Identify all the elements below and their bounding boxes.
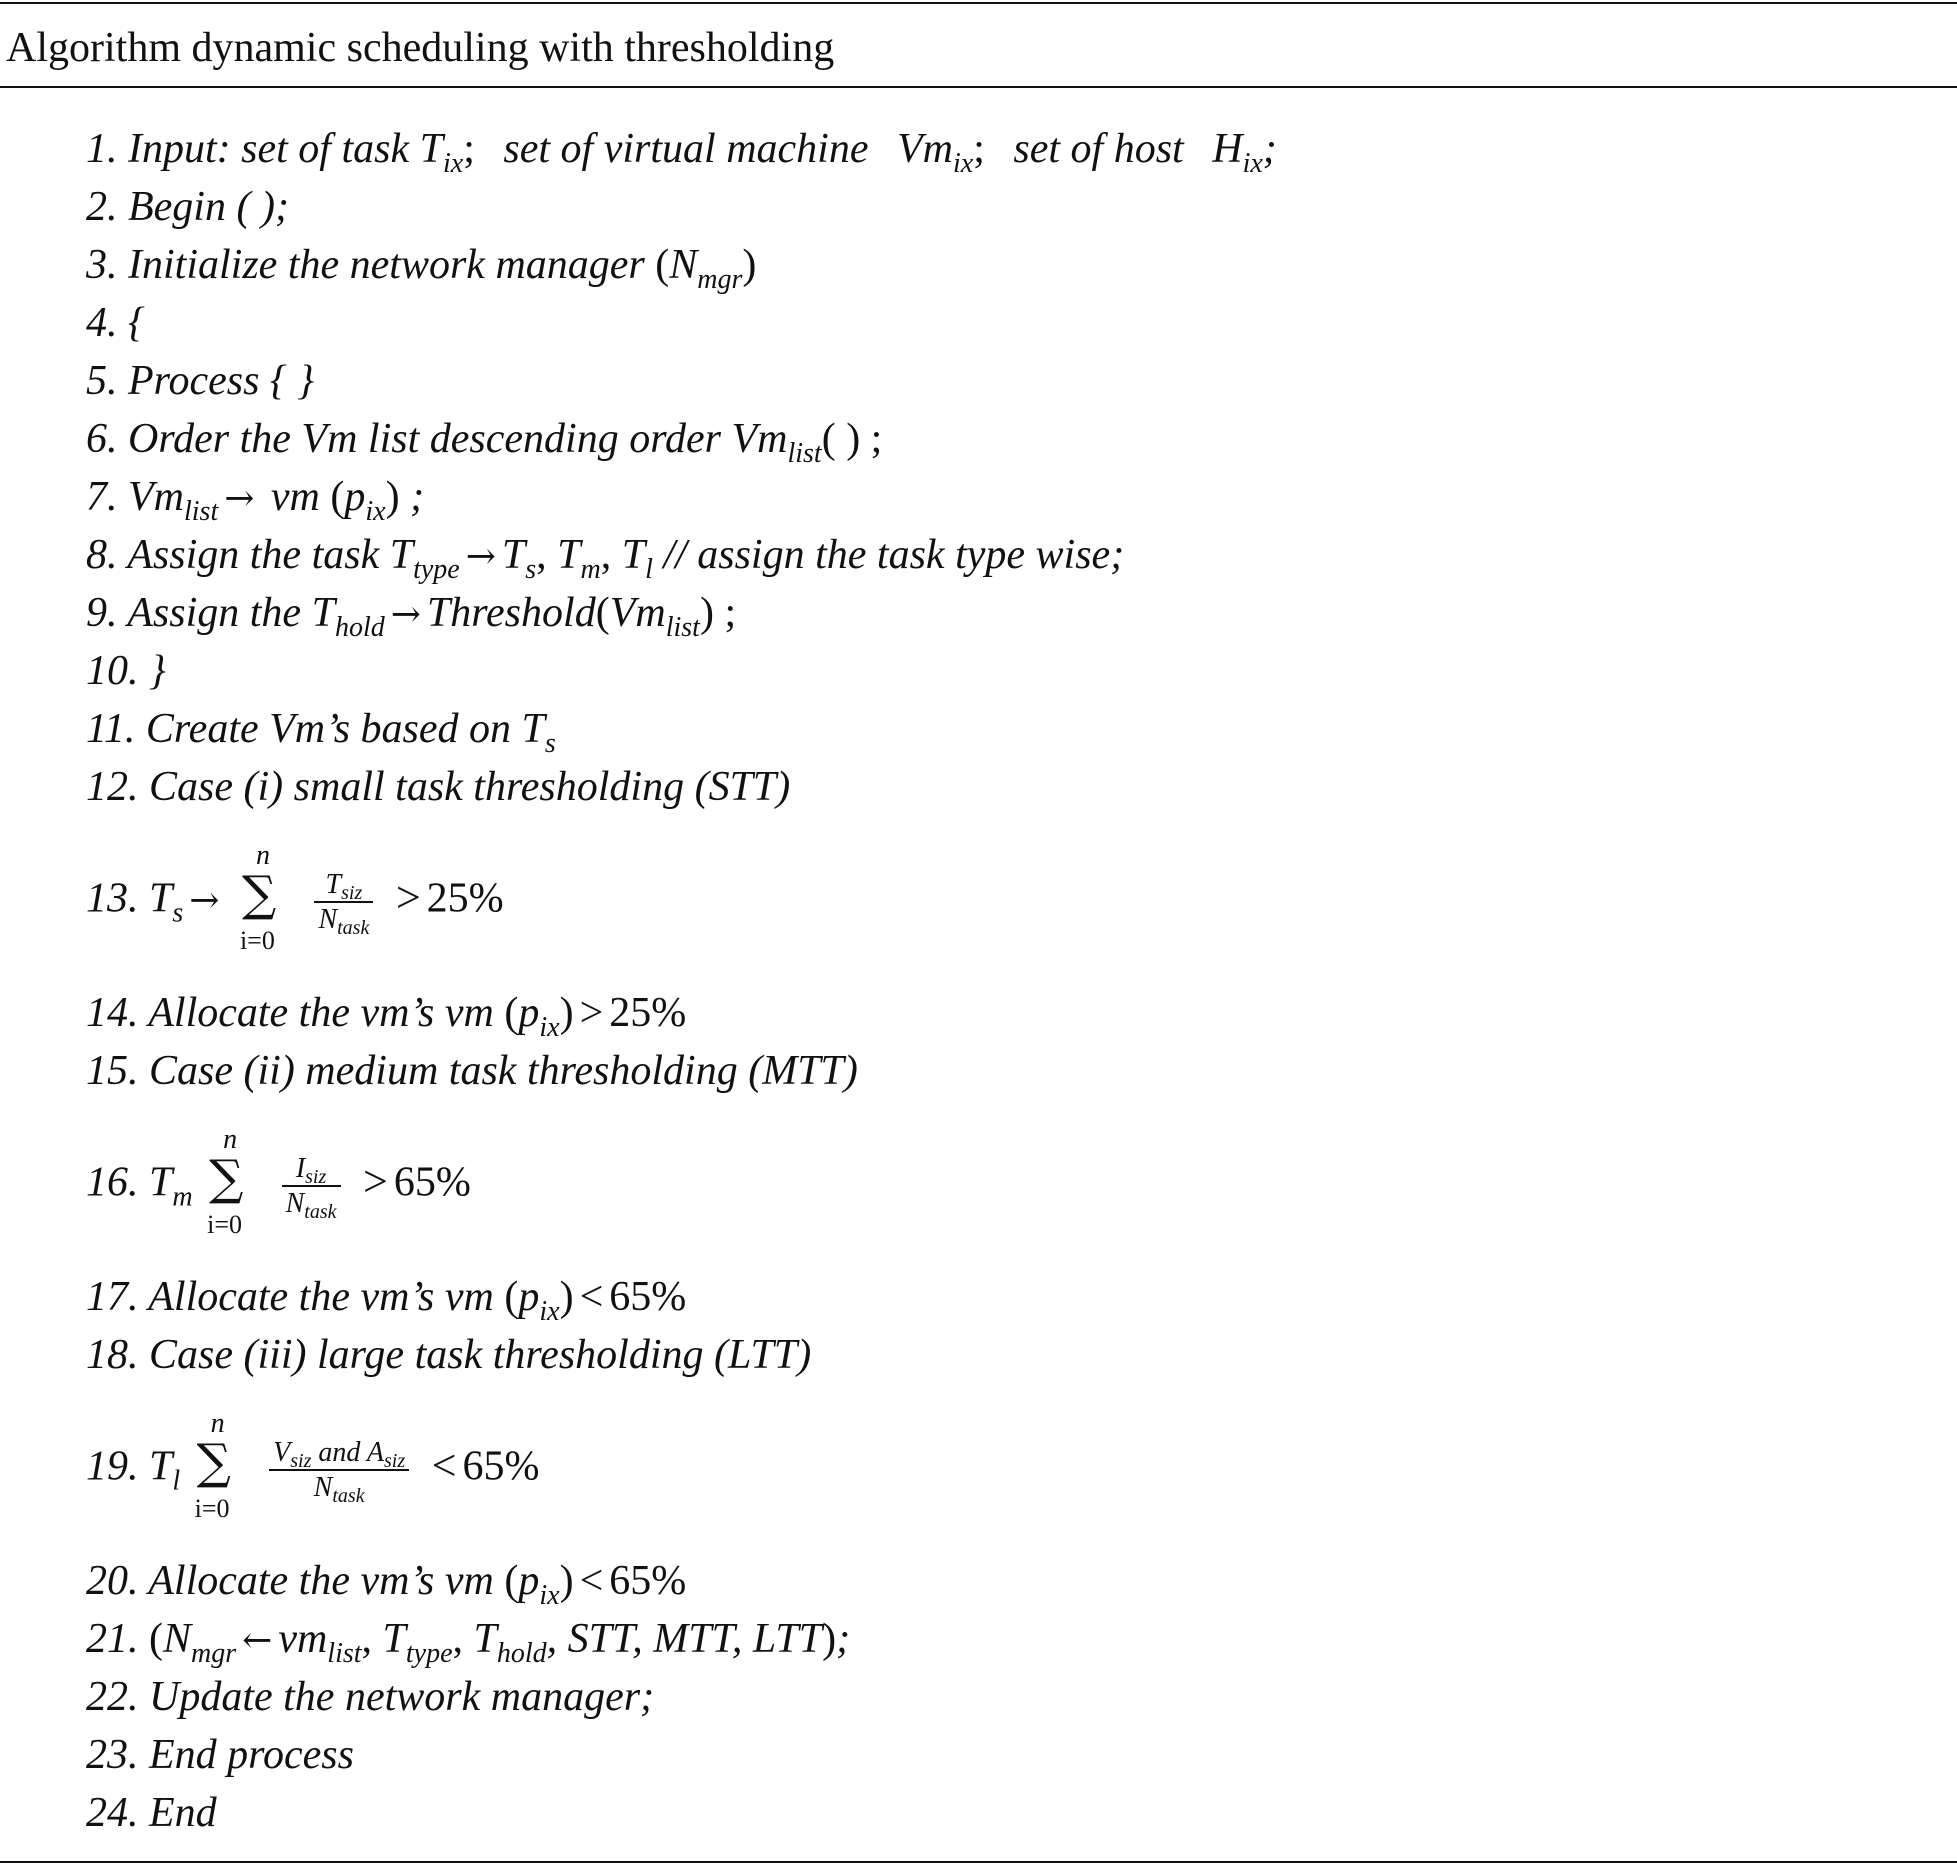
algo-line-17: [86, 1274, 687, 1327]
text-segment: 13.: [86, 875, 149, 922]
subscript: l: [645, 554, 653, 585]
numerator: [282, 1154, 341, 1187]
text-segment: 8. Assign the task: [86, 532, 390, 578]
paren: (: [595, 590, 610, 636]
paren: (: [655, 242, 670, 288]
threshold-value: 65%: [609, 1558, 687, 1604]
subscript: list: [787, 438, 822, 469]
math-symbol: H: [1212, 126, 1243, 172]
math-symbol: T: [149, 875, 173, 922]
sigma-icon: ∑: [209, 1150, 244, 1206]
sum-lower-limit: i=0: [194, 1494, 230, 1523]
punctuation: ;: [836, 1616, 851, 1662]
text-segment: 19.: [86, 1443, 149, 1490]
algo-line-9: [86, 590, 737, 643]
math-symbol: p: [518, 1558, 540, 1604]
math-symbol: T: [149, 1159, 173, 1206]
comment-text: // assign the task type wise;: [652, 532, 1125, 578]
punctuation: ;: [463, 126, 475, 172]
punctuation: ,: [452, 1616, 474, 1662]
paren: ): [742, 242, 757, 288]
subscript: ix: [1242, 148, 1263, 179]
paren: ): [385, 474, 400, 520]
text-segment: ( ) ;: [821, 416, 883, 462]
math-symbol: T: [521, 706, 545, 752]
math-symbol: T: [149, 1443, 173, 1490]
math-symbol: T: [389, 532, 414, 578]
algo-line-13: [86, 842, 504, 962]
subscript: hold: [496, 1638, 547, 1669]
punctuation: ,: [536, 532, 558, 578]
comparison-operator: <: [579, 1274, 604, 1320]
sum-upper-limit: n: [255, 840, 270, 871]
text-segment: set of host: [1013, 126, 1184, 172]
subscript: ix: [539, 1580, 560, 1611]
numerator: [269, 1438, 409, 1471]
math-symbol: T: [311, 590, 335, 636]
subscript: mgr: [697, 264, 743, 295]
subscript: list: [327, 1638, 362, 1669]
math-symbol: Vm: [609, 590, 666, 636]
math-symbol: p: [518, 990, 540, 1036]
subscript: siz: [341, 881, 363, 904]
subscript: siz: [383, 1449, 406, 1472]
algo-line-18: 18. Case (iii) large task thresholding (LTT): [86, 1332, 812, 1378]
math-symbol: N: [163, 1616, 192, 1662]
punctuation: ;: [713, 590, 737, 636]
algo-line-20: [86, 1558, 687, 1611]
text-segment: 21.: [86, 1616, 149, 1662]
text-segment: set of virtual machine: [503, 126, 869, 172]
math-symbol: vm: [278, 1616, 328, 1662]
numerator: [314, 870, 373, 903]
sum-upper-limit: n: [210, 1408, 225, 1439]
paren: (: [504, 1558, 519, 1604]
text-segment: 11. Create Vm’s based on: [86, 706, 522, 752]
arrow-icon: →: [465, 536, 496, 577]
punctuation: ;: [399, 474, 425, 520]
subscript: s: [525, 554, 537, 585]
algo-line-21: [86, 1616, 851, 1669]
subscript: hold: [334, 612, 385, 643]
subscript: list: [665, 612, 700, 643]
punctuation: ;: [973, 126, 985, 172]
comparison-operator: <: [431, 1440, 457, 1490]
math-symbol: p: [518, 1274, 540, 1320]
line-number: 1.: [86, 126, 118, 172]
paren: ): [559, 1274, 574, 1320]
subscript: siz: [290, 1449, 312, 1472]
subscript: ix: [539, 1296, 560, 1327]
fraction: [282, 1152, 341, 1223]
arrow-icon: ←: [242, 1620, 273, 1661]
algo-line-23: 23. End process: [86, 1732, 354, 1778]
algorithm-title: Algorithm dynamic scheduling with thresholding: [6, 25, 835, 71]
algo-line-1: [86, 126, 1277, 179]
arrow-icon: →: [189, 879, 220, 921]
algo-line-8: [86, 532, 1125, 585]
paren: ): [559, 990, 574, 1036]
math-symbol: N: [313, 1472, 333, 1503]
algo-line-7: [86, 474, 425, 527]
subscript: type: [405, 1638, 453, 1669]
math-symbol: Vm: [731, 416, 788, 462]
math-symbol: T: [501, 532, 526, 578]
sum-lower-limit: i=0: [239, 926, 275, 955]
algo-line-2: 2. Begin ( );: [86, 184, 289, 230]
arrow-icon: →: [390, 594, 421, 635]
function-name: Threshold: [426, 590, 596, 636]
subscript: ix: [952, 148, 974, 179]
math-symbol: Vm: [128, 474, 184, 520]
text-segment: and: [311, 1436, 367, 1468]
algo-line-14: [86, 990, 687, 1043]
algo-line-22: 22. Update the network manager;: [86, 1674, 655, 1720]
subscript: list: [184, 496, 219, 527]
bottom-rule: [0, 1861, 1957, 1863]
paren: ): [822, 1616, 837, 1662]
subscript: ix: [365, 496, 386, 527]
punctuation: ;: [1262, 126, 1277, 172]
subscript: task: [337, 917, 370, 939]
algo-line-12: 12. Case (i) small task thresholding (STT): [86, 764, 791, 810]
math-symbol: V: [273, 1436, 291, 1468]
algo-line-3: [86, 242, 757, 295]
fraction: [314, 868, 373, 939]
summation: [207, 1126, 261, 1246]
math-symbol: N: [318, 904, 338, 935]
summation: [195, 1410, 249, 1530]
text-segment: Input: set of task: [128, 126, 410, 172]
comparison-operator: >: [363, 1156, 388, 1206]
subscript: m: [172, 1181, 193, 1213]
text-segment: 16.: [86, 1159, 149, 1206]
text-segment: 9. Assign the: [86, 590, 312, 636]
subscript: task: [304, 1201, 337, 1223]
subscript: ix: [442, 148, 464, 179]
text-segment: 6. Order the Vm list descending order: [86, 416, 732, 462]
algo-line-11: [86, 706, 556, 759]
text-segment: 20. Allocate the vm’s vm: [86, 1558, 505, 1604]
sum-lower-limit: i=0: [207, 1210, 242, 1239]
paren: ): [559, 1558, 574, 1604]
threshold-value: 65%: [393, 1159, 471, 1206]
sum-upper-limit: n: [223, 1124, 238, 1155]
algo-line-10: 10. }: [86, 648, 166, 694]
punctuation: ,: [600, 532, 622, 578]
algo-line-16: [86, 1126, 471, 1246]
threshold-value: 25%: [426, 875, 504, 922]
fraction: [269, 1436, 409, 1507]
denominator: [282, 1187, 341, 1223]
top-rule: [0, 2, 1957, 4]
text-segment: 3. Initialize the network manager: [86, 242, 656, 288]
paren: (: [330, 474, 345, 520]
sigma-icon: ∑: [196, 1434, 231, 1490]
algo-line-19: [86, 1410, 539, 1530]
paren: (: [149, 1616, 163, 1662]
threshold-value: 25%: [609, 990, 687, 1036]
text-segment: 7.: [86, 474, 128, 520]
comparison-operator: <: [579, 1558, 604, 1604]
math-symbol: T: [557, 532, 581, 578]
sigma-icon: ∑: [241, 866, 277, 922]
math-symbol: p: [344, 474, 366, 520]
algo-line-15: 15. Case (ii) medium task thresholding (MTT): [86, 1048, 858, 1094]
title-rule: [0, 86, 1957, 88]
paren: (: [504, 990, 519, 1036]
text-segment: 14. Allocate the vm’s vm: [86, 990, 505, 1036]
subscript: siz: [305, 1165, 327, 1188]
math-symbol: T: [473, 1616, 497, 1662]
subscript: s: [544, 728, 556, 759]
text-segment: 17. Allocate the vm’s vm: [86, 1274, 505, 1320]
subscript: type: [413, 554, 460, 585]
math-symbol: T: [382, 1616, 406, 1662]
text-segment: vm: [260, 474, 331, 520]
denominator: [269, 1471, 409, 1507]
comparison-operator: >: [579, 990, 604, 1036]
paren: (: [504, 1274, 519, 1320]
algo-line-6: [86, 416, 883, 469]
subscript: s: [172, 897, 184, 929]
comparison-operator: >: [395, 872, 421, 922]
subscript: ix: [539, 1012, 560, 1043]
threshold-value: 65%: [609, 1274, 687, 1320]
subscript: task: [332, 1485, 365, 1507]
math-symbol: N: [669, 242, 698, 288]
algo-line-24: 24. End: [86, 1790, 217, 1836]
text-segment: , STT, MTT, LTT: [546, 1616, 823, 1662]
subscript: l: [172, 1465, 181, 1497]
math-symbol: T: [325, 868, 342, 900]
math-symbol: I: [295, 1152, 306, 1184]
paren: ): [699, 590, 714, 636]
math-symbol: T: [419, 126, 443, 172]
math-symbol: N: [285, 1188, 305, 1219]
denominator: [314, 903, 373, 939]
arrow-icon: →: [224, 478, 255, 519]
subscript: mgr: [191, 1638, 237, 1669]
subscript: m: [580, 554, 601, 585]
algo-line-4: 4. {: [86, 300, 145, 346]
summation: [240, 842, 294, 962]
algo-line-5: 5. Process { }: [86, 358, 315, 404]
punctuation: ,: [361, 1616, 383, 1662]
math-symbol: Vm: [896, 126, 953, 172]
math-symbol: A: [366, 1436, 384, 1468]
math-symbol: T: [621, 532, 646, 578]
threshold-value: 65%: [462, 1443, 540, 1490]
